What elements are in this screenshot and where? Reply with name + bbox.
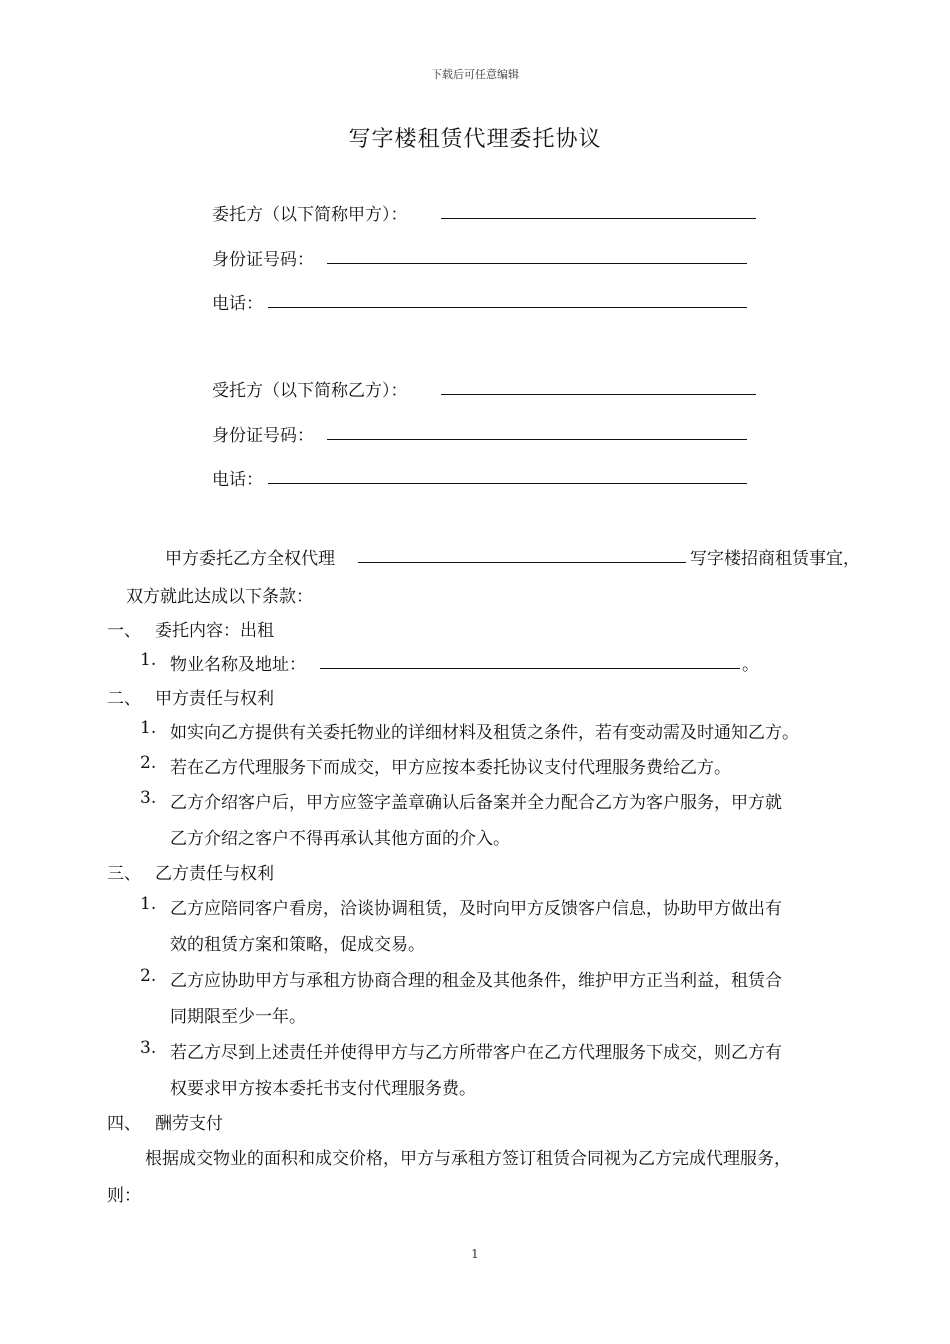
party-b-name-blank[interactable] xyxy=(441,394,756,395)
section1-title: 委托内容：出租 xyxy=(155,621,274,641)
section3-item2-number: 2. xyxy=(140,966,157,986)
section4-title: 酬劳支付 xyxy=(155,1114,223,1134)
section3-item2-line1: 乙方应协助甲方与承租方协商合理的租金及其他条件，维护甲方正当利益，租赁合 xyxy=(170,971,782,991)
section1-item1-number: 1. xyxy=(140,650,157,670)
section3-item1-line2: 效的租赁方案和策略，促成交易。 xyxy=(170,935,425,955)
property-agent-blank[interactable] xyxy=(358,562,686,563)
page-number: 1 xyxy=(471,1247,479,1261)
section3-item3-number: 3. xyxy=(140,1038,157,1058)
party-b-id-blank[interactable] xyxy=(327,439,747,440)
section1-item1-label: 物业名称及地址： xyxy=(170,655,306,675)
intro-suffix: 写字楼招商租赁事宜， xyxy=(690,549,860,569)
section2-number: 二、 xyxy=(107,689,141,709)
intro-prefix: 甲方委托乙方全权代理 xyxy=(165,549,335,569)
section2-item2-number: 2. xyxy=(140,753,157,773)
property-address-blank[interactable] xyxy=(320,668,740,669)
party-a-phone-blank[interactable] xyxy=(268,307,747,308)
party-a-id-label: 身份证号码： xyxy=(212,250,314,270)
party-a-name-label: 委托方（以下简称甲方）： xyxy=(212,205,408,225)
header-note: 下载后可任意编辑 xyxy=(431,68,519,81)
section3-item1-line1: 乙方应陪同客户看房，洽谈协调租赁，及时向甲方反馈客户信息，协助甲方做出有 xyxy=(170,899,782,919)
section3-item3-line2: 权要求甲方按本委托书支付代理服务费。 xyxy=(170,1079,476,1099)
section4-line1: 根据成交物业的面积和成交价格，甲方与承租方签订租赁合同视为乙方完成代理服务， xyxy=(145,1149,791,1169)
party-a-name-blank[interactable] xyxy=(441,218,756,219)
section2-item3-line1: 乙方介绍客户后，甲方应签字盖章确认后备案并全力配合乙方为客户服务，甲方就 xyxy=(170,793,782,813)
section3-item3-line1: 若乙方尽到上述责任并使得甲方与乙方所带客户在乙方代理服务下成交，则乙方有 xyxy=(170,1043,782,1063)
party-b-phone-label: 电话： xyxy=(212,470,263,490)
section4-number: 四、 xyxy=(107,1114,141,1134)
section3-item2-line2: 同期限至少一年。 xyxy=(170,1007,306,1027)
section2-item2-text: 若在乙方代理服务下而成交，甲方应按本委托协议支付代理服务费给乙方。 xyxy=(170,758,731,778)
section2-item1-text: 如实向乙方提供有关委托物业的详细材料及租赁之条件，若有变动需及时通知乙方。 xyxy=(170,723,799,743)
section1-number: 一、 xyxy=(107,621,141,641)
party-b-phone-blank[interactable] xyxy=(268,483,747,484)
section1-item1-end: 。 xyxy=(742,655,759,675)
party-b-name-label: 受托方（以下简称乙方）： xyxy=(212,381,408,401)
party-a-id-blank[interactable] xyxy=(327,263,747,264)
party-b-id-label: 身份证号码： xyxy=(212,426,314,446)
section3-number: 三、 xyxy=(107,864,141,884)
section2-item3-line2: 乙方介绍之客户不得再承认其他方面的介入。 xyxy=(170,829,510,849)
section2-item1-number: 1. xyxy=(140,718,157,738)
section3-title: 乙方责任与权利 xyxy=(155,864,274,884)
section4-line2: 则： xyxy=(107,1186,141,1206)
party-a-phone-label: 电话： xyxy=(212,294,263,314)
section2-item3-number: 3. xyxy=(140,788,157,808)
intro-line2: 双方就此达成以下条款： xyxy=(126,587,313,607)
document-title: 写字楼租赁代理委托协议 xyxy=(348,127,602,152)
section2-title: 甲方责任与权利 xyxy=(155,689,274,709)
section3-item1-number: 1. xyxy=(140,894,157,914)
